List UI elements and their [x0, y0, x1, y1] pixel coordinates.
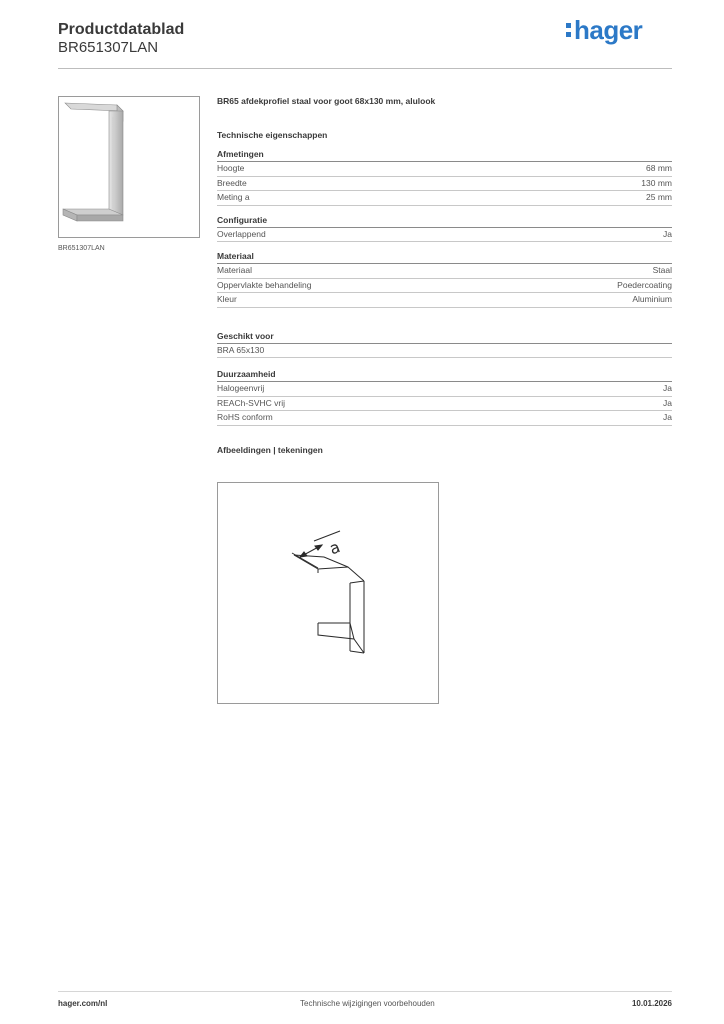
spec-label: BRA 65x130: [217, 344, 265, 355]
spec-row: [217, 264, 672, 279]
section-title-duurzaamheid: Duurzaamheid: [217, 369, 672, 382]
spec-row: [217, 279, 672, 294]
spec-label: Oppervlakte behandeling: [217, 279, 312, 290]
spec-value: Ja: [663, 412, 672, 422]
section-title-materiaal: Materiaal: [217, 251, 672, 264]
drawings-heading: Afbeeldingen | tekeningen: [217, 444, 323, 455]
spec-value: Ja: [663, 397, 672, 408]
product-image: [58, 96, 200, 238]
spec-row: [217, 397, 672, 412]
tech-heading: Technische eigenschappen: [217, 130, 328, 140]
footer-date: 10.01.2026: [631, 999, 672, 1008]
spec-content: [217, 96, 672, 455]
spec-label: Materiaal: [217, 265, 252, 275]
page-title: Productdatablad: [58, 21, 185, 38]
spec-value: Staal: [652, 265, 672, 275]
footer-website-link[interactable]: hager.com/nl: [58, 999, 108, 1008]
spec-value: Ja: [663, 383, 672, 393]
spec-row: [217, 177, 672, 192]
spec-row: [217, 228, 672, 243]
spec-row: [217, 191, 672, 206]
spec-row: [217, 344, 672, 359]
dimension-drawing-icon: [218, 483, 438, 703]
spec-label: REACh-SVHC vrij: [217, 397, 286, 408]
spec-value: Poedercoating: [617, 279, 672, 290]
dimension-a-label: a: [326, 537, 343, 559]
logo-text: hager: [574, 15, 643, 45]
product-title: BR65 afdekprofiel staal voor goot 68x130 mm, alulook: [217, 96, 436, 106]
product-code: BR651307LAN: [58, 39, 159, 56]
technical-drawing: [217, 482, 439, 704]
spec-label: RoHS conform: [217, 412, 273, 422]
spec-row: [217, 382, 672, 397]
section-title-afmetingen: Afmetingen: [217, 149, 672, 162]
spec-row: [217, 293, 672, 308]
spec-label: Overlappend: [217, 228, 266, 239]
header-divider: [58, 68, 672, 69]
section-title-configuratie: Configuratie: [217, 215, 672, 228]
cover-profile-icon: [59, 97, 199, 237]
section-title-geschikt: Geschikt voor: [217, 331, 672, 344]
spec-label: Hoogte: [217, 163, 245, 173]
spec-row: [217, 162, 672, 177]
spec-label: Kleur: [217, 294, 237, 304]
spec-label: Meting a: [217, 192, 250, 202]
spec-value: Aluminium: [632, 294, 672, 304]
image-caption: BR651307LAN: [58, 245, 105, 252]
spec-value: 68 mm: [646, 163, 672, 173]
spec-label: Halogeenvrij: [217, 383, 265, 393]
hager-logo[interactable]: [566, 15, 642, 46]
logo-dots-icon: [566, 23, 571, 37]
footer-divider: [58, 991, 672, 992]
spec-value: 130 mm: [641, 177, 672, 188]
footer-disclaimer: Technische wijzigingen voorbehouden: [300, 999, 435, 1008]
spec-value: 25 mm: [646, 192, 672, 202]
spec-label: Breedte: [217, 177, 247, 188]
spec-value: Ja: [663, 228, 672, 239]
spec-row: [217, 411, 672, 426]
